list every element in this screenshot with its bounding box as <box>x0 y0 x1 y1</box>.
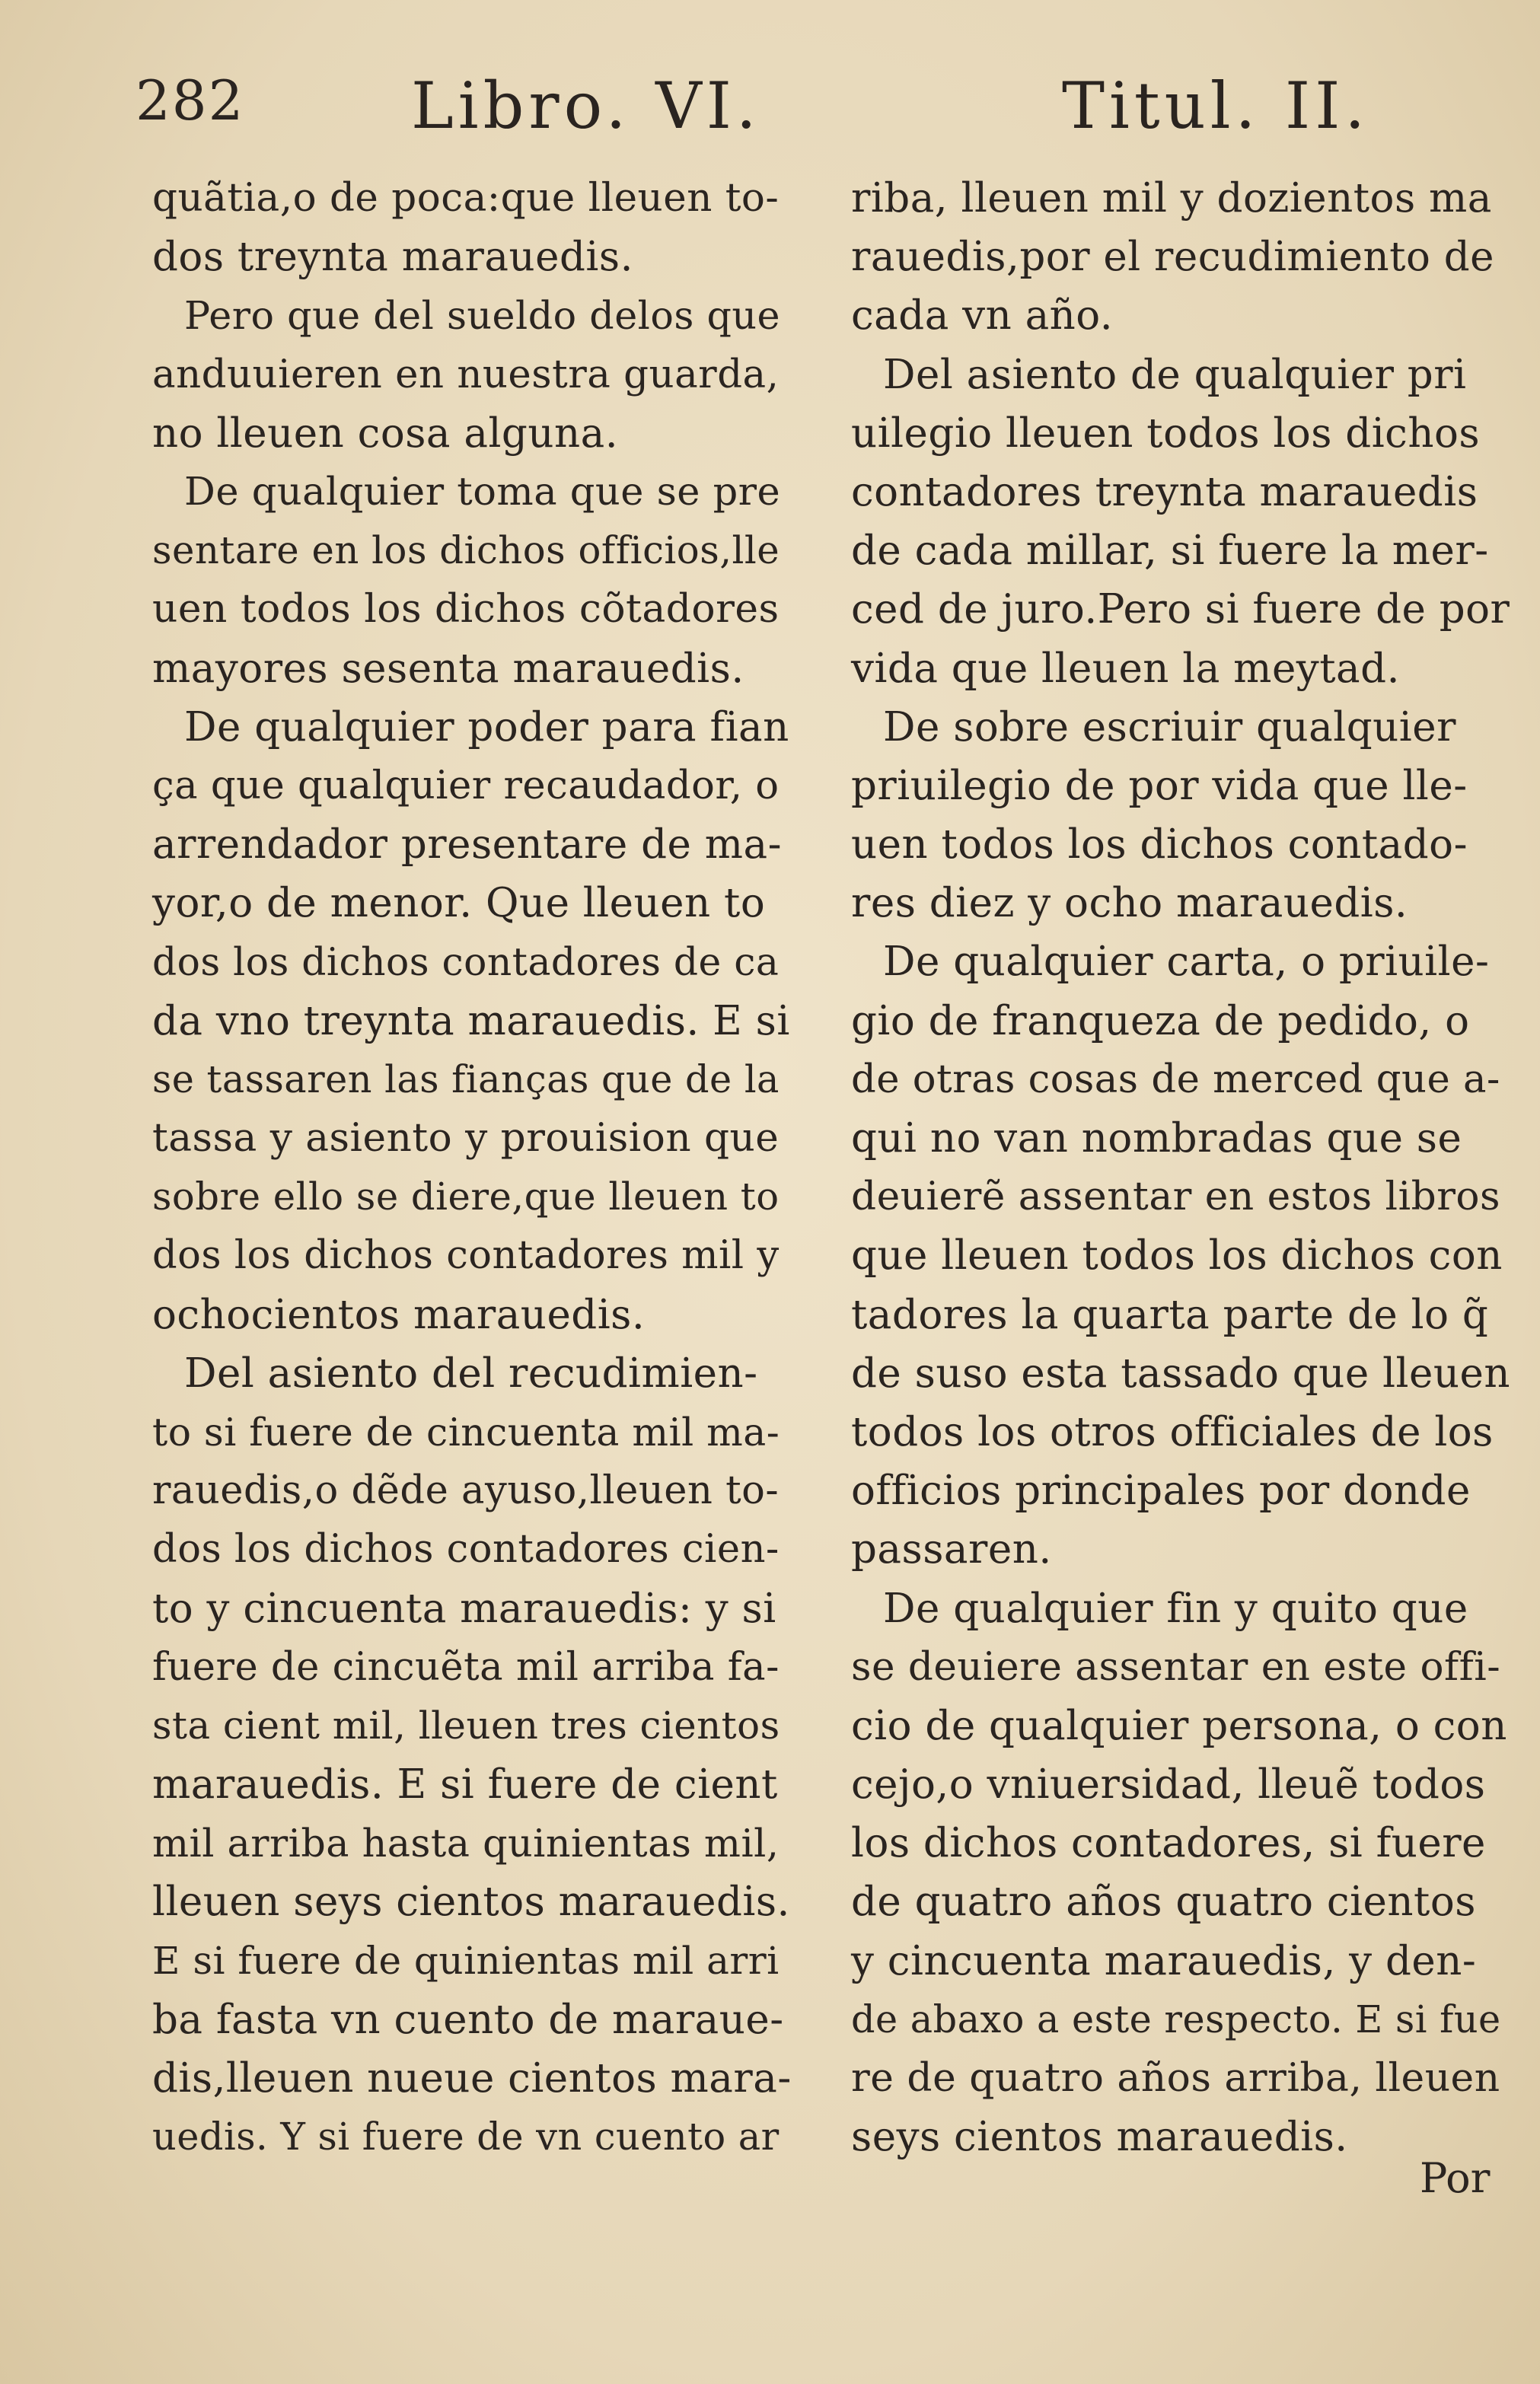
text-line: rauedis,o dẽde ayuso,lleuen to- <box>152 1468 780 1514</box>
text-line: los dichos contadores, si fuere <box>851 1820 1486 1867</box>
text-line: dos treynta marauedis. <box>152 234 633 281</box>
text-line: re de quatro años arriba, lleuen <box>851 2055 1500 2101</box>
text-line: no lleuen cosa alguna. <box>152 410 619 457</box>
text-line: uilegio lleuen todos los dichos <box>851 410 1481 457</box>
text-line: De qualquier fin y quito que <box>883 1585 1468 1632</box>
text-line: De qualquier toma que se pre <box>184 469 781 515</box>
text-line: ced de juro.Pero si fuere de por <box>851 586 1510 633</box>
text-line: cio de qualquier persona, o con <box>851 1702 1507 1749</box>
text-line: officios principales por donde <box>851 1468 1471 1515</box>
text-line: uen todos los dichos contado- <box>851 821 1468 869</box>
text-line: sobre ello se diere,que lleuen to <box>152 1174 780 1219</box>
text-line: dos los dichos contadores cien- <box>152 1527 780 1573</box>
text-line: dos los dichos contadores mil y <box>152 1233 780 1279</box>
text-line: ça que qualquier recaudador, o <box>152 763 780 808</box>
text-line: De qualquier carta, o priuile- <box>883 939 1490 986</box>
right-text-column <box>851 169 1513 2166</box>
text-line: y cincuenta marauedis, y den- <box>851 1937 1477 1984</box>
text-line: quãtia,o de poca:que lleuen to- <box>152 175 780 221</box>
text-line: mayores sesenta marauedis. <box>152 645 744 692</box>
page-header <box>0 69 1540 152</box>
text-line: to si fuere de cincuenta mil ma- <box>152 1409 780 1455</box>
text-line: anduuieren en nuestra guarda, <box>152 351 780 397</box>
text-line: de cada millar, si fuere la mer- <box>851 527 1489 575</box>
text-line: vida que lleuen la meytad. <box>851 645 1400 692</box>
text-line: priuilegio de por vida que lle- <box>851 762 1468 809</box>
text-line: mil arriba hasta quinientas mil, <box>152 1821 780 1866</box>
running-head-left: Libro. VI. <box>411 69 761 143</box>
text-line: fuere de cincuẽta mil arriba fa- <box>152 1644 780 1690</box>
text-line: riba, lleuen mil y dozientos ma <box>851 175 1492 222</box>
text-line: lleuen seys cientos marauedis. <box>152 1879 790 1926</box>
text-line: ba fasta vn cuento de maraue- <box>152 1996 784 2043</box>
text-line: de otras cosas de merced que a- <box>851 1057 1500 1102</box>
text-line: dis,lleuen nueue cientos mara- <box>152 2055 792 2102</box>
text-line: qui no van nombradas que se <box>851 1115 1462 1162</box>
text-line: uedis. Y si fuere de vn cuento ar <box>152 2115 780 2159</box>
text-line: todos los otros officiales de los <box>851 1408 1494 1455</box>
running-head-right: Titul. II. <box>1062 69 1370 143</box>
text-line: gio de franqueza de pedido, o <box>851 997 1470 1044</box>
text-line: de suso esta tassado que lleuen <box>851 1350 1510 1397</box>
text-line: ochocientos marauedis. <box>152 1291 646 1338</box>
text-line: tadores la quarta parte de lo q̃ <box>851 1291 1489 1338</box>
left-text-column <box>152 169 792 2166</box>
text-line: yor,o de menor. Que lleuen to <box>152 880 766 927</box>
text-line: E si fuere de quinientas mil arri <box>152 1938 780 1983</box>
text-line: se tassaren las fianças que de la <box>152 1057 780 1101</box>
text-line: que lleuen todos los dichos con <box>851 1232 1503 1280</box>
text-line: marauedis. E si fuere de cient <box>152 1761 778 1809</box>
text-line: cejo,o vniuersidad, lleuẽ todos <box>851 1761 1486 1809</box>
text-line: deuierẽ assentar en estos libros <box>851 1174 1501 1220</box>
text-line: rauedis,por el recudimiento de <box>851 234 1494 281</box>
text-line: contadores treynta marauedis <box>851 468 1478 515</box>
text-line: sta cient mil, lleuen tres cientos <box>152 1703 780 1748</box>
text-line: uen todos los dichos cõtadores <box>152 586 780 633</box>
folio-number: 282 <box>136 69 245 132</box>
text-line: passaren. <box>851 1526 1052 1573</box>
text-line: to y cincuenta marauedis: y si <box>152 1585 776 1632</box>
text-line: arrendador presentare de ma- <box>152 821 782 869</box>
text-line: Del asiento del recudimien- <box>184 1350 758 1397</box>
text-line: De sobre escriuir qualquier <box>883 703 1456 751</box>
catchword: Por <box>1420 2154 1491 2202</box>
text-line: De qualquier poder para fian <box>184 703 789 751</box>
text-line: se deuiere assentar en este offi- <box>851 1643 1501 1690</box>
text-line: da vno treynta marauedis. E si <box>152 997 790 1044</box>
text-line: tassa y asiento y prouision que <box>152 1115 780 1161</box>
text-line: Del asiento de qualquier pri <box>883 351 1467 398</box>
text-line: de abaxo a este respecto. E si fue <box>851 1997 1501 2041</box>
text-line: cada vn año. <box>851 292 1114 339</box>
text-line: seys cientos marauedis. <box>851 2114 1348 2161</box>
text-line: de quatro años quatro cientos <box>851 1879 1476 1926</box>
text-line: dos los dichos contadores de ca <box>152 939 780 985</box>
text-line: res diez y ocho marauedis. <box>851 880 1408 927</box>
text-line: sentare en los dichos officios,lle <box>152 528 780 573</box>
text-line: Pero que del sueldo delos que <box>184 293 781 339</box>
